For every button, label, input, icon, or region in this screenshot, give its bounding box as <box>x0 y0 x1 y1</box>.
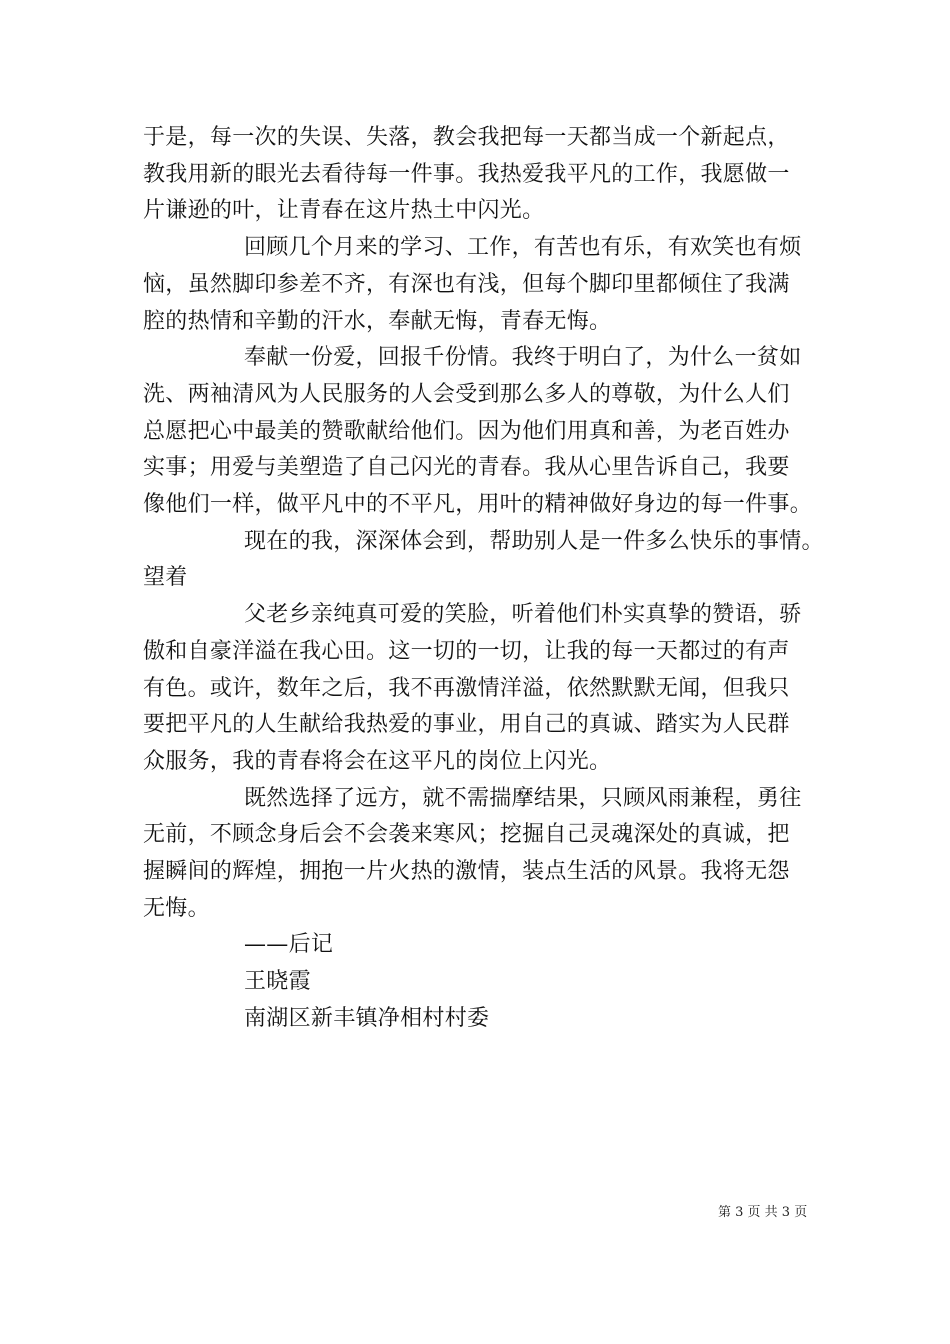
author-name: 王晓霞 <box>244 969 311 995</box>
text-line: 总愿把心中最美的赞歌献给他们。因为他们用真和善，为老百姓办 <box>143 418 790 444</box>
text-line: 实事；用爱与美塑造了自己闪光的青春。我从心里告诉自己，我要 <box>143 455 790 481</box>
text-line: 恼，虽然脚印参差不齐，有深也有浅，但每个脚印里都倾住了我满 <box>143 271 790 297</box>
text-line: 奉献一份爱，回报千份情。我终于明白了，为什么一贫如 <box>244 345 802 371</box>
document-body <box>143 120 824 1038</box>
text-line: 有色。或许，数年之后，我不再激情洋溢，依然默默无闻，但我只 <box>143 675 790 701</box>
text-line: 现在的我，深深体会到，帮助别人是一件多么快乐的事情。 <box>244 528 824 554</box>
text-line: 父老乡亲纯真可爱的笑脸，听着他们朴实真挚的赞语，骄 <box>244 602 802 628</box>
text-line: 于是，每一次的失误、失落，教会我把每一天都当成一个新起点， <box>143 125 790 150</box>
text-line: 众服务，我的青春将会在这平凡的岗位上闪光。 <box>143 748 612 774</box>
text-line: 回顾几个月来的学习、工作，有苦也有乐，有欢笑也有烦 <box>244 235 802 261</box>
text-line: 望着 <box>143 565 188 591</box>
text-line: 像他们一样，做平凡中的不平凡，用叶的精神做好身边的每一件事。 <box>143 492 813 518</box>
text-line: 洗、两袖清风为人民服务的人会受到那么多人的尊敬，为什么人们 <box>143 381 790 407</box>
text-line: 既然选择了远方，就不需揣摩结果，只顾风雨兼程，勇往 <box>244 785 802 811</box>
text-line: 腔的热情和辛勤的汗水，奉献无悔，青春无悔。 <box>143 308 612 334</box>
text-line: 片谦逊的叶，让青春在这片热土中闪光。 <box>143 198 545 224</box>
text-line: 握瞬间的辉煌，拥抱一片火热的激情，装点生活的风景。我将无怨 <box>143 859 790 885</box>
text-line: 教我用新的眼光去看待每一件事。我热爱我平凡的工作，我愿做一 <box>143 161 790 187</box>
page-number-footer: 第 3 页 共 3 页 <box>718 1205 808 1220</box>
postscript-label: ——后记 <box>244 932 334 958</box>
author-organization: 南湖区新丰镇净相村村委 <box>244 1005 490 1031</box>
text-line: 要把平凡的人生献给我热爱的事业，用自己的真诚、踏实为人民群 <box>143 712 790 738</box>
text-line: 傲和自豪洋溢在我心田。这一切的一切，让我的每一天都过的有声 <box>143 638 790 664</box>
text-line: 无前，不顾念身后会不会袭来寒风；挖掘自己灵魂深处的真诚，把 <box>143 822 790 848</box>
text-line: 无悔。 <box>143 895 210 921</box>
